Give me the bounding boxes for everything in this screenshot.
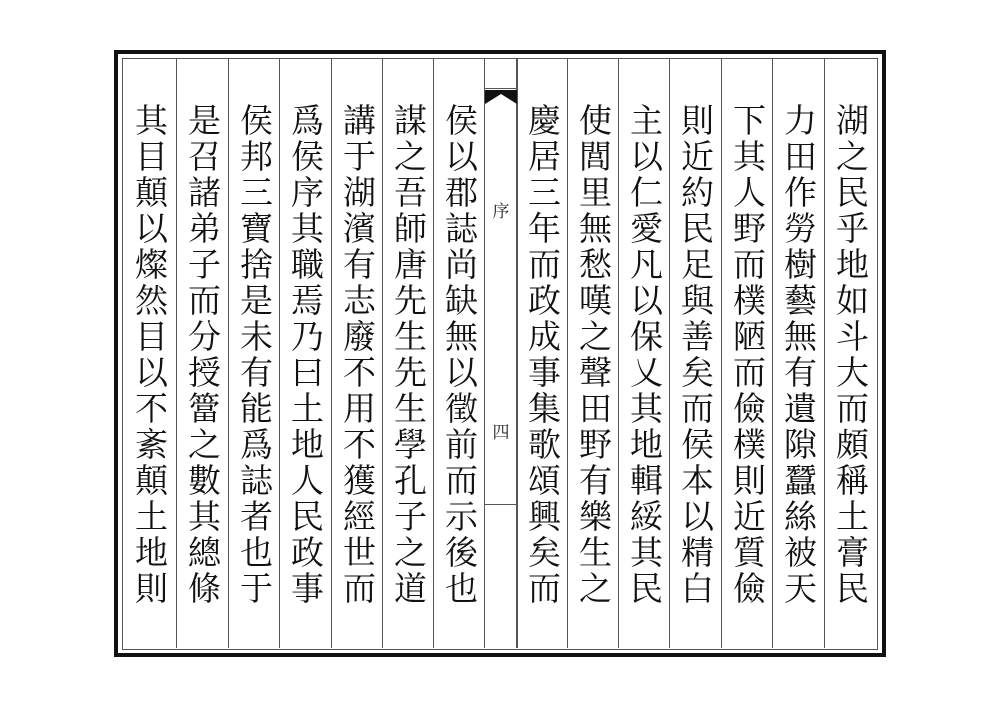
text-column-5 <box>618 59 670 648</box>
text-column-10 <box>331 59 383 648</box>
column-text: 講于湖濱有志廢不用不獲經世而 <box>338 103 377 607</box>
column-text: 主以仁愛凡以保乂其地輯綏其民 <box>625 103 664 607</box>
column-text: 是召諸弟子而分授簹之數其總條 <box>183 103 222 607</box>
text-column-12 <box>228 59 280 648</box>
text-column-11 <box>279 59 331 648</box>
column-text: 其目顛以燦然目以不紊顛土地則 <box>130 103 169 607</box>
column-text: 下其人野而樸陋而儉樸則近質儉 <box>728 103 767 607</box>
fold-bottom-rule <box>485 504 517 505</box>
text-column-1 <box>824 59 876 648</box>
page-number: 四 <box>492 423 510 443</box>
column-text: 謀之吾師唐先生先生學孔子之道 <box>389 103 428 607</box>
column-text: 侯邦三寶捨是未有能爲誌者也于 <box>235 103 274 607</box>
text-column-14 <box>124 59 175 648</box>
column-text: 湖之民乎地如斗大而頗稱土膏民 <box>831 103 870 607</box>
text-column-3 <box>721 59 773 648</box>
column-text: 力田作勞樹藝無有遺隙蠶絲被天 <box>779 103 818 607</box>
text-column-9 <box>382 59 434 648</box>
center-fold-column <box>484 59 518 648</box>
text-column-2 <box>772 59 824 648</box>
column-text: 使閭里無愁嘆之聲田野有樂生之 <box>574 103 613 607</box>
column-text: 侯以郡誌尚缺無以徵前而示後也 <box>440 103 479 607</box>
text-column-8 <box>433 59 485 648</box>
text-column-7 <box>516 59 568 648</box>
column-text: 爲侯序其職焉乃曰土地人民政事 <box>286 103 325 607</box>
section-title: 序 <box>492 202 510 222</box>
text-column-4 <box>669 59 721 648</box>
text-column-13 <box>176 59 228 648</box>
column-text: 則近約民足與善矣而侯本以精白 <box>676 103 715 607</box>
fishtail-mark-icon <box>485 90 517 104</box>
fold-top-rule <box>485 88 517 89</box>
column-text: 慶居三年而政成事集歌頌興矣而 <box>523 103 562 607</box>
text-column-6 <box>567 59 619 648</box>
